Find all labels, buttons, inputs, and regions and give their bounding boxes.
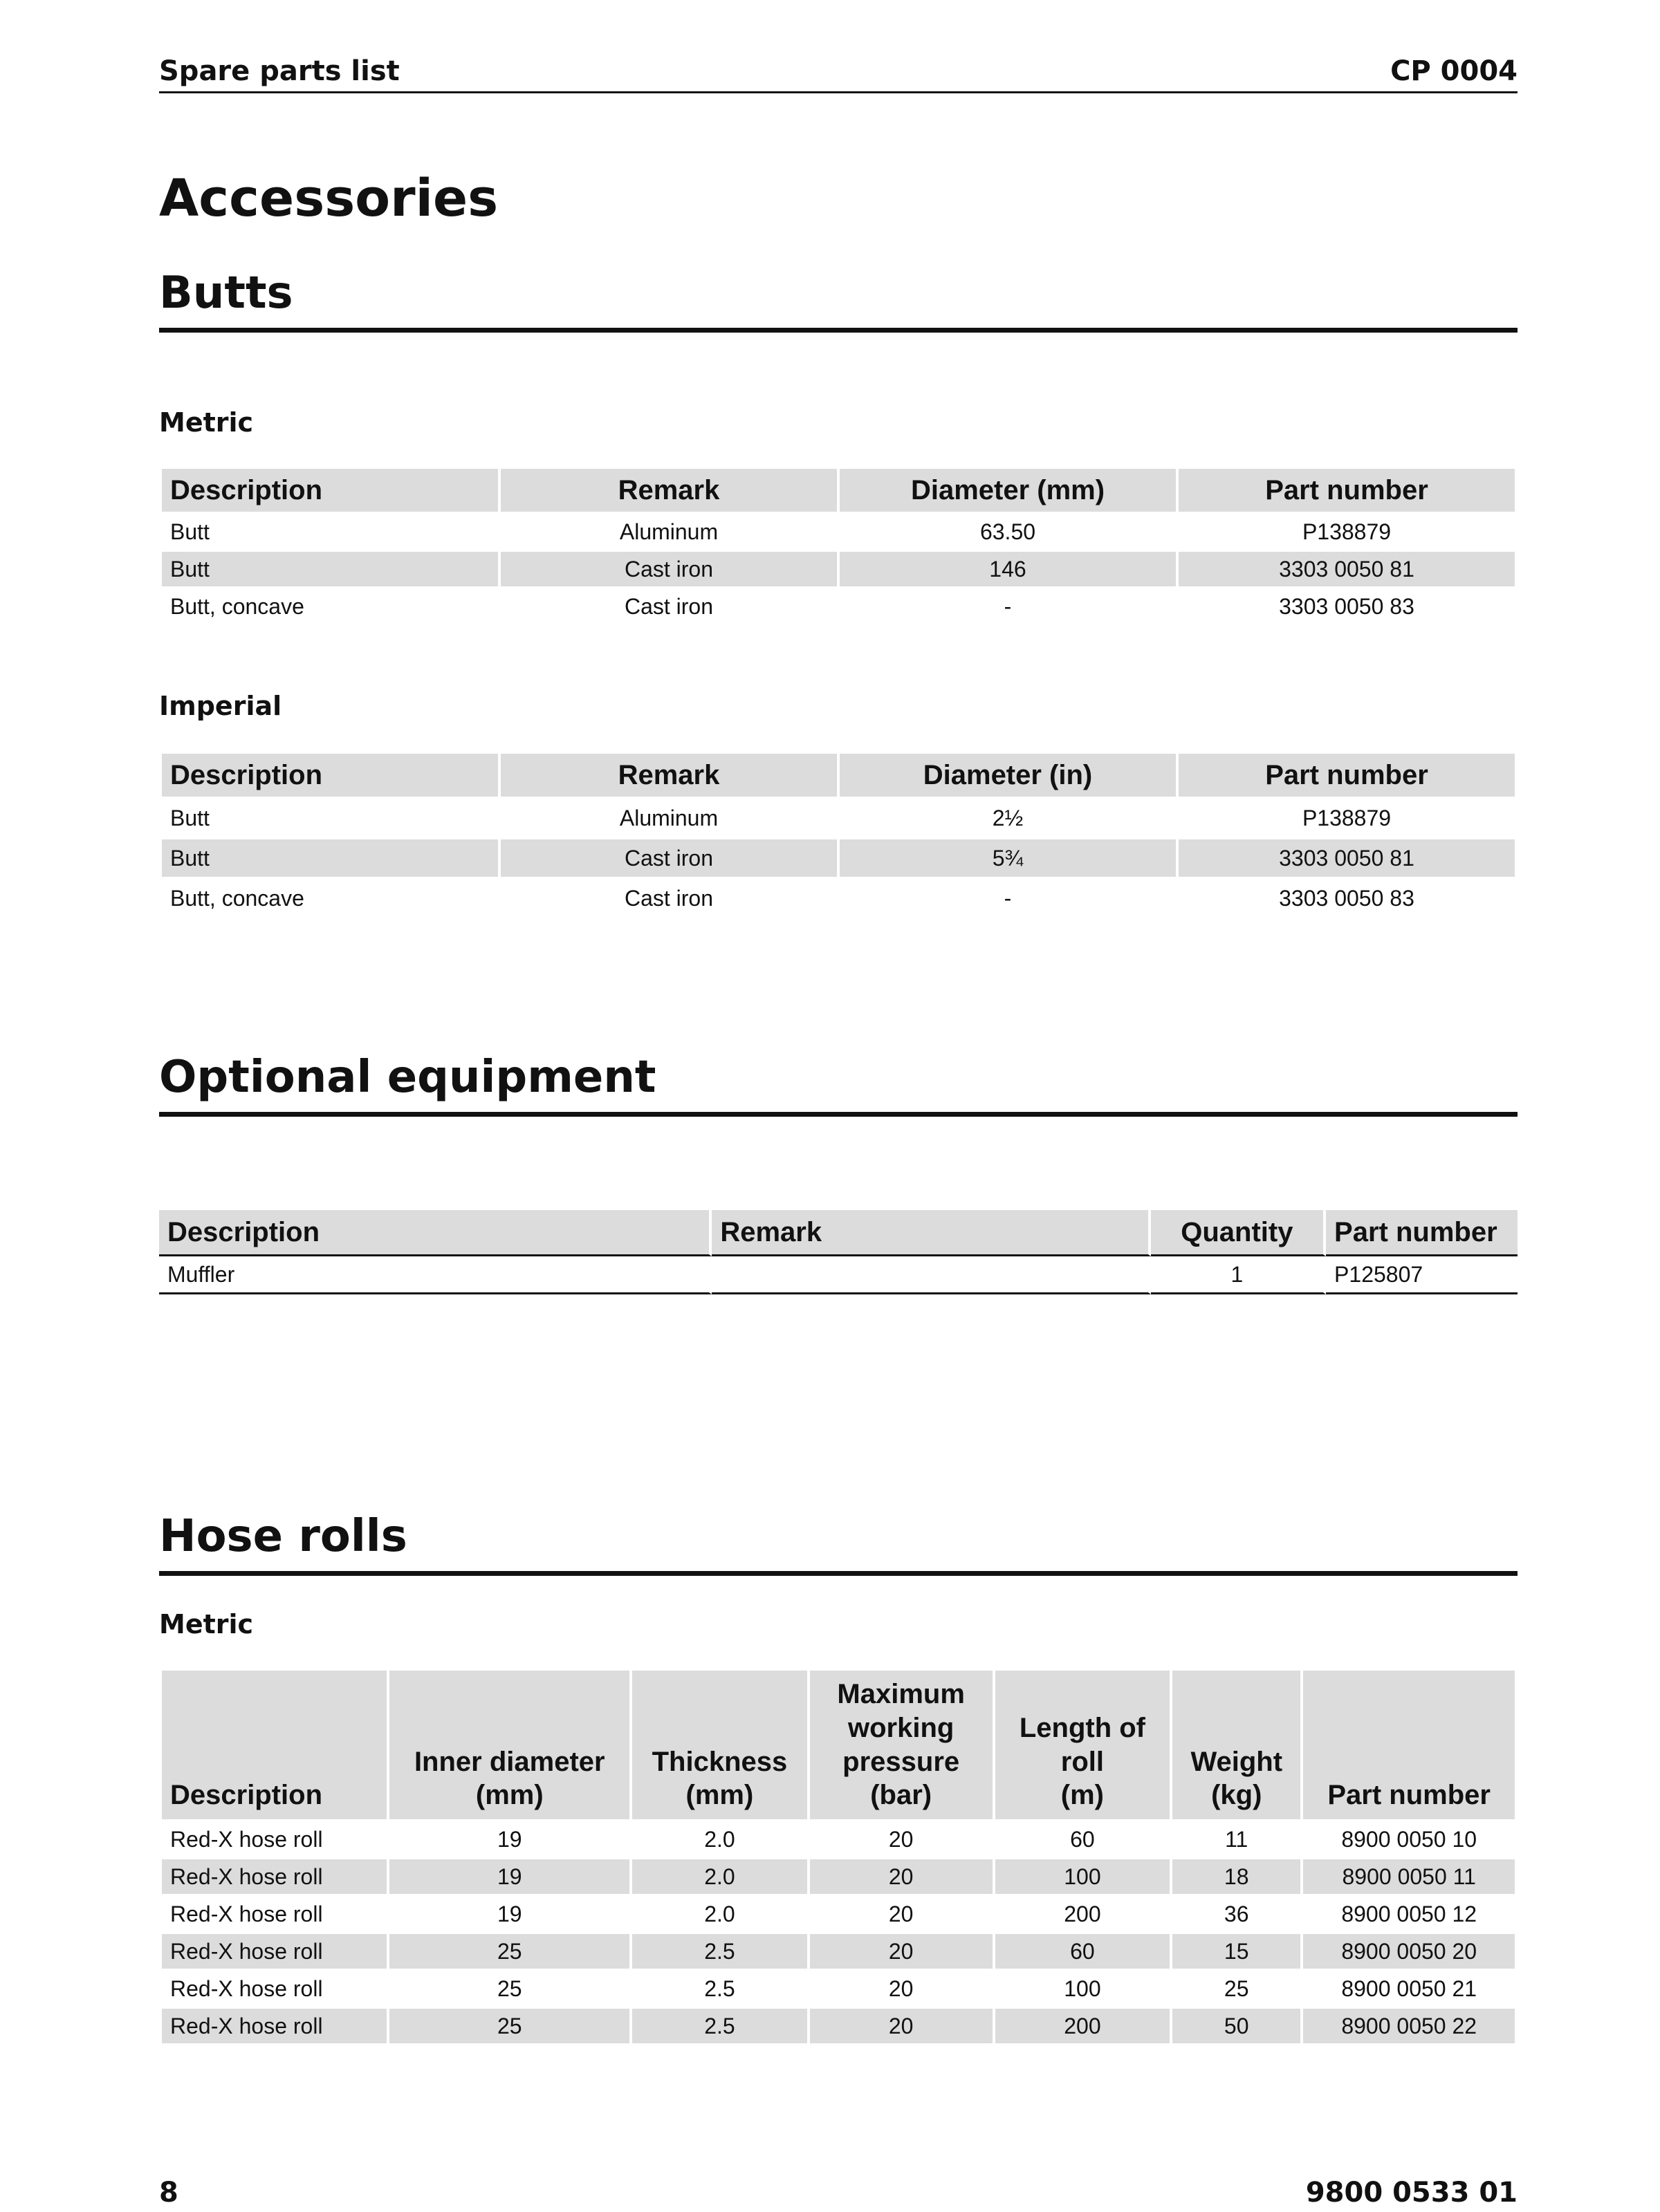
table-row — [159, 1256, 1518, 1294]
cell-description: Butt, concave — [170, 885, 304, 911]
col-header: Description — [162, 754, 498, 797]
page-header — [159, 51, 1518, 93]
col-header: Part number — [1179, 754, 1515, 797]
cell-part-number: P138879 — [1302, 519, 1392, 544]
table-row — [162, 880, 1515, 917]
cell-thickness: 2.5 — [632, 2009, 806, 2043]
col-header-part-number — [1303, 1671, 1515, 1819]
col-header-thickness — [632, 1671, 806, 1819]
header-line: working — [848, 1712, 954, 1743]
cell-description: Butt — [162, 552, 498, 586]
header-line: Inner diameter — [414, 1746, 605, 1777]
col-header: Quantity — [1151, 1210, 1326, 1256]
cell-remark: Aluminum — [619, 519, 719, 544]
cell-part-number: 3303 0050 83 — [1279, 885, 1414, 911]
cell-length: 200 — [1064, 1901, 1101, 1926]
document-number: 9800 0533 01 — [1305, 2177, 1518, 2209]
cell-part-number: 3303 0050 83 — [1279, 593, 1414, 619]
table-header-row — [162, 469, 1515, 512]
cell-length: 100 — [1064, 1976, 1101, 2001]
cell-thickness: 2.0 — [704, 1826, 735, 1852]
cell-length: 60 — [995, 1934, 1170, 1969]
cell-inner-diameter: 19 — [497, 1826, 522, 1852]
cell-length: 60 — [1070, 1826, 1095, 1852]
hose-rolls-metric-label: Metric — [159, 1609, 254, 1639]
cell-remark: Cast iron — [501, 839, 837, 877]
cell-diameter: - — [1004, 593, 1012, 619]
cell-remark: Aluminum — [619, 805, 719, 830]
table-row — [162, 1859, 1515, 1894]
header-line: Maximum — [837, 1679, 965, 1709]
cell-diameter: 5¾ — [840, 839, 1176, 877]
cell-quantity: 1 — [1151, 1256, 1326, 1294]
cell-inner-diameter: 25 — [389, 2009, 629, 2043]
cell-part-number: 8900 0050 12 — [1341, 1901, 1477, 1926]
cell-part-number: 3303 0050 81 — [1179, 839, 1515, 877]
header-line: Description — [170, 1780, 323, 1811]
table-row — [162, 799, 1515, 837]
cell-thickness: 2.5 — [632, 1934, 806, 1969]
cell-diameter: 146 — [840, 552, 1176, 586]
col-header-weight — [1172, 1671, 1300, 1819]
cell-weight: 50 — [1172, 2009, 1300, 2043]
cell-length: 100 — [995, 1859, 1170, 1894]
cell-weight: 36 — [1224, 1901, 1249, 1926]
cell-part-number: P138879 — [1302, 805, 1392, 830]
cell-diameter: - — [1004, 885, 1012, 911]
table-row — [162, 1971, 1515, 2006]
butts-imperial-table — [159, 751, 1518, 920]
hose-rolls-table — [159, 1668, 1518, 2046]
cell-description: Muffler — [159, 1256, 712, 1294]
cell-diameter: 2½ — [992, 805, 1024, 830]
cell-description: Red-X hose roll — [162, 1859, 387, 1894]
cell-part-number: 8900 0050 21 — [1341, 1976, 1477, 2001]
cell-diameter: 63.50 — [979, 519, 1036, 544]
cell-weight: 18 — [1172, 1859, 1300, 1894]
cell-max-pressure: 20 — [810, 1859, 993, 1894]
header-line: roll — [1060, 1746, 1105, 1777]
cell-description: Butt, concave — [170, 593, 304, 619]
cell-description: Red-X hose roll — [170, 1826, 323, 1852]
table-header-row — [159, 1210, 1518, 1256]
header-line: (kg) — [1211, 1780, 1262, 1811]
header-doc-code: CP 0004 — [1390, 55, 1518, 87]
col-header: Remark — [501, 754, 837, 797]
section-title-accessories: Accessories — [159, 169, 499, 228]
cell-inner-diameter: 25 — [497, 1976, 522, 2001]
col-header-length — [995, 1671, 1170, 1819]
butts-metric-table — [159, 466, 1518, 626]
table-header-row — [162, 754, 1515, 797]
header-line: (mm) — [685, 1780, 754, 1811]
col-header-max-pressure — [810, 1671, 993, 1819]
cell-inner-diameter: 19 — [389, 1859, 629, 1894]
table-row — [162, 1822, 1515, 1857]
page-number: 8 — [159, 2177, 178, 2209]
header-line: Thickness — [652, 1746, 788, 1777]
cell-part-number: 8900 0050 20 — [1303, 1934, 1515, 1969]
cell-description: Red-X hose roll — [162, 1934, 387, 1969]
cell-remark: Cast iron — [624, 593, 714, 619]
table-row — [162, 1934, 1515, 1969]
cell-remark — [712, 1256, 1150, 1294]
butts-metric-label: Metric — [159, 407, 254, 438]
col-header: Diameter (mm) — [840, 469, 1176, 512]
section-title-optional-equipment: Optional equipment — [159, 1052, 656, 1103]
col-header-inner-diameter — [389, 1671, 629, 1819]
header-title: Spare parts list — [159, 55, 400, 87]
cell-max-pressure: 20 — [810, 2009, 993, 2043]
col-header: Part number — [1326, 1210, 1518, 1256]
table-row — [162, 1897, 1515, 1931]
cell-description: Red-X hose roll — [170, 1976, 323, 2001]
cell-remark: Cast iron — [624, 885, 714, 911]
optional-equipment-table — [159, 1210, 1518, 1294]
hose-rolls-rule — [159, 1571, 1518, 1576]
cell-description: Butt — [162, 839, 498, 877]
cell-part-number: P125807 — [1326, 1256, 1518, 1294]
table-header-row — [162, 1671, 1515, 1819]
header-line: (m) — [1060, 1780, 1105, 1811]
butts-rule — [159, 328, 1518, 333]
header-line: (mm) — [475, 1780, 544, 1811]
header-line: Weight — [1190, 1746, 1283, 1777]
cell-weight: 11 — [1225, 1826, 1248, 1852]
col-header: Description — [159, 1210, 712, 1256]
header-line: (bar) — [870, 1780, 932, 1811]
cell-part-number: 3303 0050 81 — [1179, 552, 1515, 586]
cell-part-number: 8900 0050 10 — [1341, 1826, 1477, 1852]
cell-description: Red-X hose roll — [162, 2009, 387, 2043]
cell-thickness: 2.0 — [632, 1859, 806, 1894]
cell-inner-diameter: 19 — [497, 1901, 522, 1926]
cell-thickness: 2.0 — [704, 1901, 735, 1926]
cell-length: 200 — [995, 2009, 1170, 2043]
cell-description: Butt — [170, 519, 210, 544]
header-line: Part number — [1327, 1780, 1491, 1811]
cell-max-pressure: 20 — [888, 1826, 914, 1852]
cell-weight: 15 — [1172, 1934, 1300, 1969]
cell-description: Red-X hose roll — [170, 1901, 323, 1926]
col-header: Remark — [712, 1210, 1150, 1256]
header-line: Length of — [1019, 1712, 1145, 1743]
cell-max-pressure: 20 — [810, 1934, 993, 1969]
section-title-butts: Butts — [159, 268, 293, 319]
cell-description: Butt — [170, 805, 210, 830]
cell-thickness: 2.5 — [704, 1976, 735, 2001]
col-header-description — [162, 1671, 387, 1819]
cell-max-pressure: 20 — [888, 1901, 914, 1926]
optional-rule — [159, 1112, 1518, 1117]
cell-part-number: 8900 0050 11 — [1303, 1859, 1515, 1894]
table-row — [162, 839, 1515, 877]
table-row — [162, 589, 1515, 624]
cell-remark: Cast iron — [501, 552, 837, 586]
table-row — [162, 552, 1515, 586]
col-header: Part number — [1179, 469, 1515, 512]
cell-inner-diameter: 25 — [389, 1934, 629, 1969]
cell-max-pressure: 20 — [888, 1976, 914, 2001]
butts-imperial-label: Imperial — [159, 691, 282, 721]
header-line: pressure — [842, 1746, 960, 1777]
col-header: Remark — [501, 469, 837, 512]
cell-weight: 25 — [1224, 1976, 1249, 2001]
section-title-hose-rolls: Hose rolls — [159, 1511, 407, 1562]
table-row — [162, 514, 1515, 549]
col-header: Diameter (in) — [840, 754, 1176, 797]
table-row — [162, 2009, 1515, 2043]
cell-part-number: 8900 0050 22 — [1303, 2009, 1515, 2043]
col-header: Description — [162, 469, 498, 512]
